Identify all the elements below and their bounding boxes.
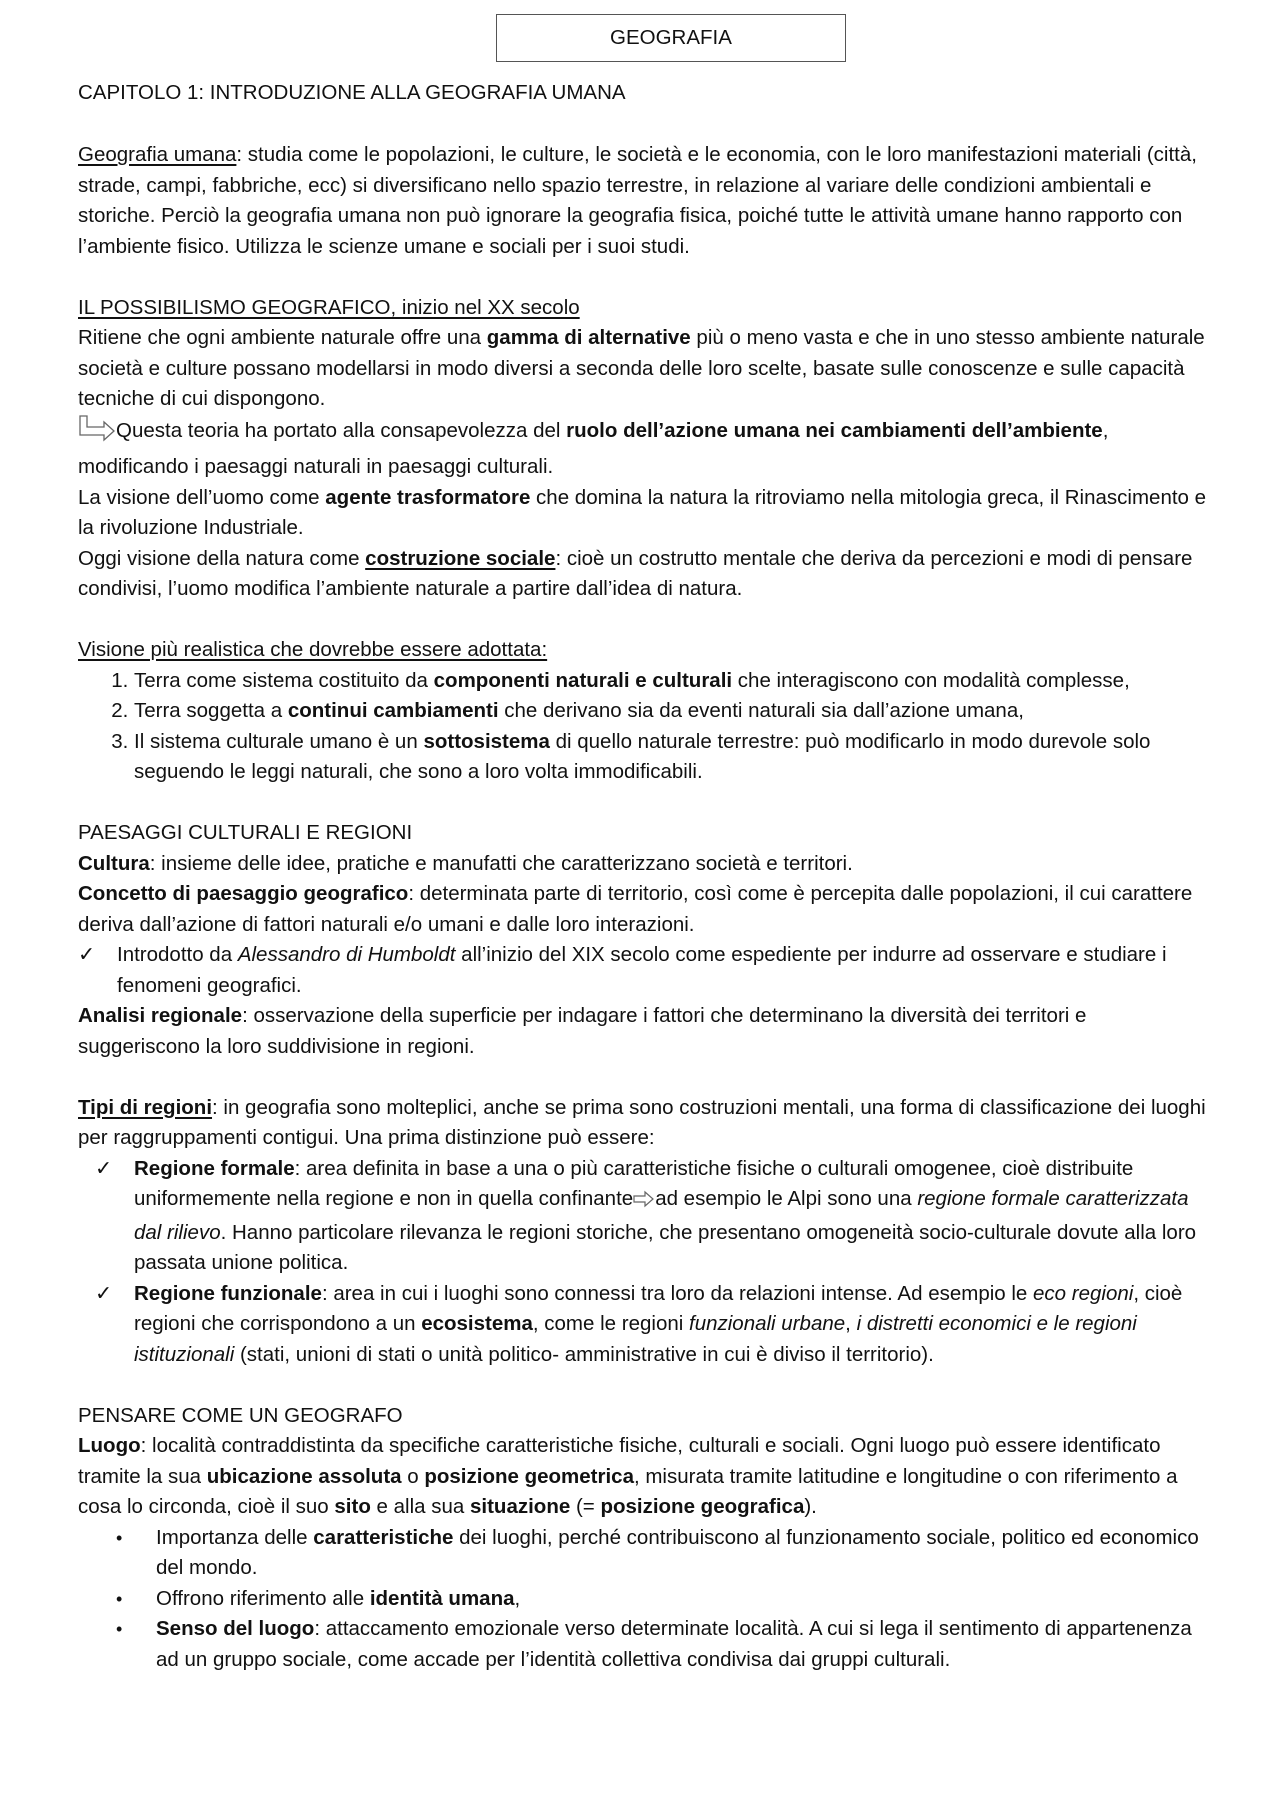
bullet-icon: • bbox=[116, 1588, 123, 1609]
regioni-paragraph: Tipi di regioni: in geografia sono molteplici, anche se prima sono costruzioni mentali, una forma di classificazione dei luoghi per raggruppamenti contigui. Una prima distinzione può essere: bbox=[78, 1095, 1206, 1149]
list-item: 1. Terra come sistema costituito da componenti naturali e culturali che interagiscono con modalità complesse, bbox=[134, 666, 1208, 697]
bullet-icon: • bbox=[116, 1619, 123, 1639]
paesaggi-heading: PAESAGGI CULTURALI E REGIONI bbox=[78, 821, 413, 844]
possibilismo-p2: Questa teoria ha portato alla consapevolezza del ruolo dell’azione umana nei cambiamenti dell’ambiente, modificando i paesaggi naturali in paesaggi culturali. bbox=[78, 415, 1208, 483]
list-item: • Importanza delle caratteristiche dei luoghi, perché contribuiscono al funzionamento sociale, politico ed economico del mondo. bbox=[78, 1523, 1208, 1584]
document-body bbox=[78, 140, 1208, 1675]
visione-list bbox=[78, 666, 1208, 788]
cultura-definition: Cultura: insieme delle idee, pratiche e manufatti che caratterizzano società e territori. bbox=[78, 851, 853, 875]
list-item: ✓ Regione funzionale: area in cui i luoghi sono connessi tra loro da relazioni intense. Ad esempio le eco regioni, cioè regioni che corrispondono a un ecosistema, come le regioni funzionali urbane, i distretti economici e le regioni istituzionali (stati, unioni di stati o unità politico- amministrative in cui è diviso il territorio). bbox=[78, 1279, 1208, 1371]
document-title: GEOGRAFIA bbox=[610, 26, 732, 49]
list-item: ✓ Regione formale: area definita in base a una o più caratteristiche fisiche o culturali omogenee, cioè distribuite uniformemente nella regione e non in quella confinante ad esempio le Alpi sono una regione formale caratterizzata dal rilievo. Hanno particolare rilevanza le regioni storiche, che presentano omogeneità socio-culturale dovute alla loro passata unione politica. bbox=[78, 1154, 1208, 1279]
humboldt-list bbox=[78, 940, 1208, 1001]
luogo-bullets bbox=[78, 1523, 1208, 1676]
right-arrow-icon bbox=[633, 1187, 655, 1218]
luogo-definition: Luogo: località contraddistinta da specifiche caratteristiche fisiche, culturali e sociali. Ogni luogo può essere identificato tramite la sua ubicazione assoluta o posizione geometrica, misurata tramite latitudine e longitudine o con riferimento a cosa lo circonda, cioè il suo sito e alla sua situazione (= posizione geografica). bbox=[78, 1434, 1178, 1518]
check-icon: ✓ bbox=[78, 943, 96, 966]
list-item: • Senso del luogo: attaccamento emozionale verso determinate località. A cui si lega il sentimento di appartenenza ad un gruppo sociale, come accade per l’identità collettiva condivisa dai gruppi culturali. bbox=[78, 1614, 1208, 1675]
document-title-box bbox=[496, 14, 846, 62]
visione-heading: Visione più realistica che dovrebbe essere adottata: bbox=[78, 638, 548, 661]
list-item: • Offrono riferimento alle identità umana, bbox=[78, 1584, 1208, 1615]
list-item: ✓ Introdotto da Alessandro di Humboldt all’inizio del XIX secolo come espediente per indurre ad osservare e studiare i fenomeni geografici. bbox=[78, 940, 1208, 1001]
pensare-heading: PENSARE COME UN GEOGRAFO bbox=[78, 1403, 403, 1427]
corner-arrow-icon bbox=[78, 415, 116, 453]
intro-term: Geografia umana bbox=[78, 143, 237, 166]
regioni-list bbox=[78, 1154, 1208, 1371]
check-icon: ✓ bbox=[95, 1281, 113, 1305]
list-item: 2. Terra soggetta a continui cambiamenti che derivano sia da eventi naturali sia dall’azione umana, bbox=[134, 696, 1208, 727]
possibilismo-heading: IL POSSIBILISMO GEOGRAFICO, inizio nel XX secolo bbox=[78, 295, 580, 319]
analisi-definition: Analisi regionale: osservazione della superficie per indagare i fattori che determinano la diversità dei territori e suggeriscono la loro suddivisione in regioni. bbox=[78, 1004, 1087, 1058]
possibilismo-p4: Oggi visione della natura come costruzione sociale: cioè un costrutto mentale che deriva da percezioni e modi di pensare condivisi, l’uomo modifica l’ambiente naturale a partire dall’idea di natura. bbox=[78, 546, 1193, 600]
concetto-definition: Concetto di paesaggio geografico: determinata parte di territorio, così come è percepita dalle popolazioni, il cui carattere deriva dall’azione di fattori naturali e/o umani e dalle loro interazioni. bbox=[78, 882, 1193, 936]
list-item: 3. Il sistema culturale umano è un sottosistema di quello naturale terrestre: può modificarlo in modo durevole solo seguendo le leggi naturali, che sono a loro volta immodificabili. bbox=[134, 727, 1208, 788]
possibilismo-p1: Ritiene che ogni ambiente naturale offre una gamma di alternative più o meno vasta e che in uno stesso ambiente naturale società e culture possano modellarsi in modo diversi a seconda delle loro scelte, basate sulle conoscenze e sulle capacità tecniche di cui dispongono. bbox=[78, 326, 1205, 410]
intro-paragraph: Geografia umana: studia come le popolazioni, le culture, le società e le economia, con le loro manifestazioni materiali (città, strade, campi, fabbriche, ecc) si diversificano nello spazio terrestre, in relazione al variare delle condizioni ambientali e storiche. Perciò la geografia umana non può ignorare la geografia fisica, poiché tutte le attività umane hanno rapporto con l’ambiente fisico. Utilizza le scienze umane e sociali per i suoi studi. bbox=[78, 143, 1197, 258]
possibilismo-p3: La visione dell’uomo come agente trasformatore che domina la natura la ritroviamo nella mitologia greca, il Rinascimento e la rivoluzione Industriale. bbox=[78, 485, 1207, 539]
bullet-icon: • bbox=[116, 1527, 123, 1548]
check-icon: ✓ bbox=[95, 1156, 113, 1180]
chapter-heading: CAPITOLO 1: INTRODUZIONE ALLA GEOGRAFIA UMANA bbox=[78, 81, 626, 104]
